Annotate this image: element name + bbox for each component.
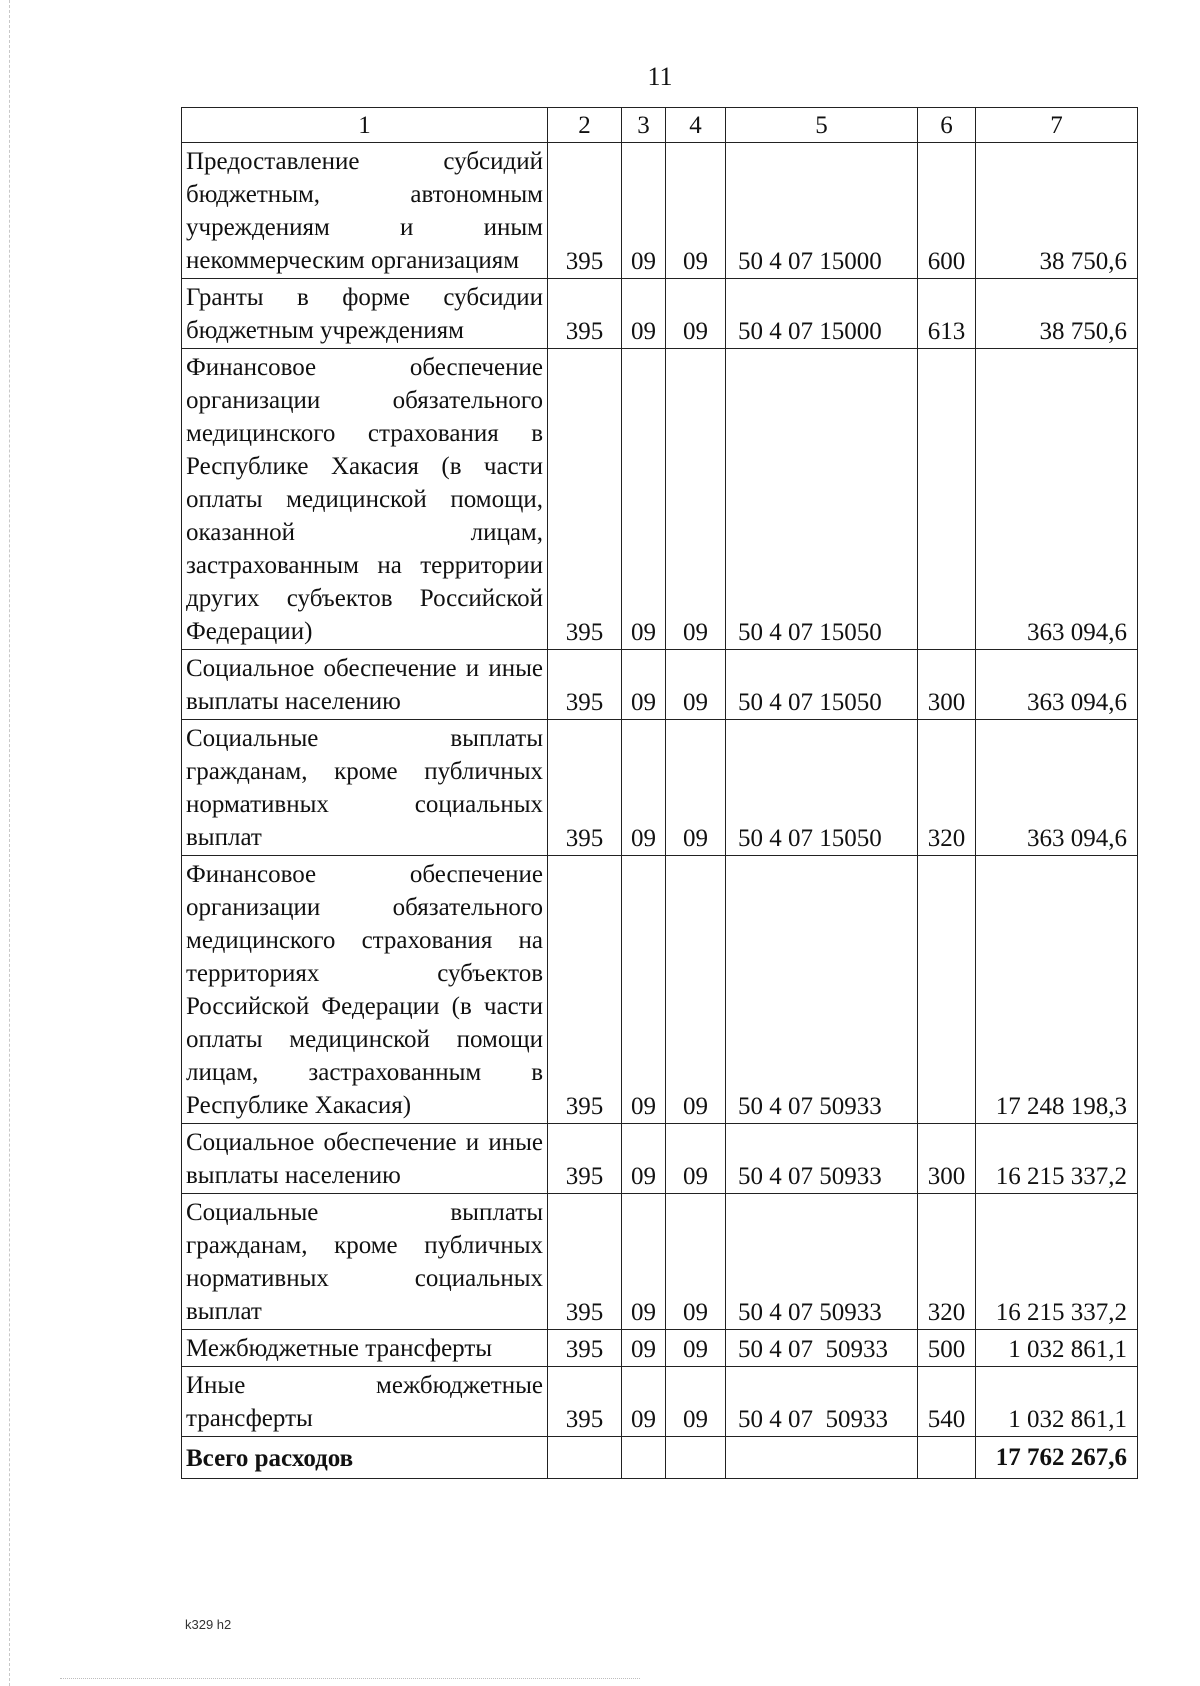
scan-edge-bottom [60, 1678, 640, 1679]
row-target-code: 50 4 07 15050 [726, 349, 918, 650]
header-cell-4: 4 [666, 108, 726, 143]
row-expense-type [918, 856, 976, 1124]
budget-table [181, 107, 1138, 1479]
row-admin-code: 395 [548, 279, 622, 349]
table-row [182, 1330, 1138, 1367]
header-row [182, 108, 1138, 143]
row-expense-type: 600 [918, 143, 976, 279]
row-section: 09 [622, 650, 666, 720]
row-amount: 16 215 337,2 [976, 1194, 1138, 1330]
row-admin-code: 395 [548, 650, 622, 720]
page-number: 11 [647, 62, 673, 91]
row-section: 09 [622, 1124, 666, 1194]
row-subsection: 09 [666, 856, 726, 1124]
row-admin-code: 395 [548, 720, 622, 856]
row-expense-type [918, 349, 976, 650]
row-target-code: 50 4 07 50933 [726, 1194, 918, 1330]
row-expense-type: 320 [918, 1194, 976, 1330]
row-subsection: 09 [666, 1124, 726, 1194]
row-name: Социальное обеспечение и иные выплаты населению [182, 1124, 548, 1194]
row-expense-type: 300 [918, 650, 976, 720]
row-admin-code: 395 [548, 1194, 622, 1330]
row-section: 09 [622, 720, 666, 856]
row-name: Межбюджетные трансферты [182, 1330, 548, 1367]
row-section: 09 [622, 1194, 666, 1330]
table-row [182, 1194, 1138, 1330]
table-row [182, 650, 1138, 720]
row-admin-code: 395 [548, 143, 622, 279]
table-row [182, 856, 1138, 1124]
row-amount: 1 032 861,1 [976, 1330, 1138, 1367]
row-name: Социальные выплаты гражданам, кроме публичных нормативных социальных выплат [182, 720, 548, 856]
row-amount: 363 094,6 [976, 650, 1138, 720]
table-row [182, 143, 1138, 279]
header-cell-5: 5 [726, 108, 918, 143]
row-amount: 17 248 198,3 [976, 856, 1138, 1124]
row-expense-type: 500 [918, 1330, 976, 1367]
total-empty-cell [548, 1437, 622, 1479]
row-name: Предоставление субсидий бюджетным, автономным учреждениям и иным некоммерческим организациям [182, 143, 548, 279]
row-amount: 38 750,6 [976, 279, 1138, 349]
row-expense-type: 613 [918, 279, 976, 349]
row-section: 09 [622, 279, 666, 349]
row-target-code: 50 4 07 15050 [726, 720, 918, 856]
total-label: Всего расходов [182, 1437, 548, 1479]
row-name: Финансовое обеспечение организации обязательного медицинского страхования на территориях субъектов Российской Федерации (в части оплаты медицинской помощи лицам, застрахованным в Республике Хакасия) [182, 856, 548, 1124]
row-name: Иные межбюджетные трансферты [182, 1367, 548, 1437]
row-amount: 1 032 861,1 [976, 1367, 1138, 1437]
row-target-code: 50 4 07 15000 [726, 143, 918, 279]
row-subsection: 09 [666, 1194, 726, 1330]
row-admin-code: 395 [548, 1124, 622, 1194]
total-empty-cell [918, 1437, 976, 1479]
table-row [182, 279, 1138, 349]
row-section: 09 [622, 856, 666, 1124]
row-section: 09 [622, 349, 666, 650]
row-name: Финансовое обеспечение организации обязательного медицинского страхования в Республике Хакасия (в части оплаты медицинской помощи, оказанной лицам, застрахованным на территории других субъектов Российской Федерации) [182, 349, 548, 650]
row-name: Социальное обеспечение и иные выплаты населению [182, 650, 548, 720]
row-subsection: 09 [666, 279, 726, 349]
row-expense-type: 320 [918, 720, 976, 856]
row-subsection: 09 [666, 720, 726, 856]
row-subsection: 09 [666, 349, 726, 650]
total-empty-cell [666, 1437, 726, 1479]
row-subsection: 09 [666, 650, 726, 720]
table-row [182, 1367, 1138, 1437]
row-section: 09 [622, 1367, 666, 1437]
total-empty-cell [726, 1437, 918, 1479]
row-amount: 38 750,6 [976, 143, 1138, 279]
document-id: k329 h2 [185, 1617, 232, 1632]
row-name: Гранты в форме субсидии бюджетным учреждениям [182, 279, 548, 349]
row-expense-type: 300 [918, 1124, 976, 1194]
table-row [182, 720, 1138, 856]
row-admin-code: 395 [548, 856, 622, 1124]
row-admin-code: 395 [548, 349, 622, 650]
row-amount: 16 215 337,2 [976, 1124, 1138, 1194]
row-subsection: 09 [666, 143, 726, 279]
total-empty-cell [622, 1437, 666, 1479]
row-target-code: 50 4 07 15000 [726, 279, 918, 349]
row-name: Социальные выплаты гражданам, кроме публичных нормативных социальных выплат [182, 1194, 548, 1330]
row-target-code: 50 4 07 15050 [726, 650, 918, 720]
row-section: 09 [622, 143, 666, 279]
total-row [182, 1437, 1138, 1479]
row-admin-code: 395 [548, 1367, 622, 1437]
row-target-code: 50 4 07 50933 [726, 1124, 918, 1194]
header-cell-1: 1 [182, 108, 548, 143]
row-admin-code: 395 [548, 1330, 622, 1367]
header-cell-7: 7 [976, 108, 1138, 143]
row-expense-type: 540 [918, 1367, 976, 1437]
scan-edge-left [9, 0, 10, 1686]
row-subsection: 09 [666, 1330, 726, 1367]
table-row [182, 349, 1138, 650]
total-amount: 17 762 267,6 [976, 1437, 1138, 1479]
header-cell-6: 6 [918, 108, 976, 143]
table-row [182, 1124, 1138, 1194]
header-cell-3: 3 [622, 108, 666, 143]
row-section: 09 [622, 1330, 666, 1367]
row-subsection: 09 [666, 1367, 726, 1437]
row-amount: 363 094,6 [976, 720, 1138, 856]
row-target-code: 50 4 07 50933 [726, 856, 918, 1124]
row-target-code: 50 4 07 50933 [726, 1367, 918, 1437]
header-cell-2: 2 [548, 108, 622, 143]
row-target-code: 50 4 07 50933 [726, 1330, 918, 1367]
row-amount: 363 094,6 [976, 349, 1138, 650]
